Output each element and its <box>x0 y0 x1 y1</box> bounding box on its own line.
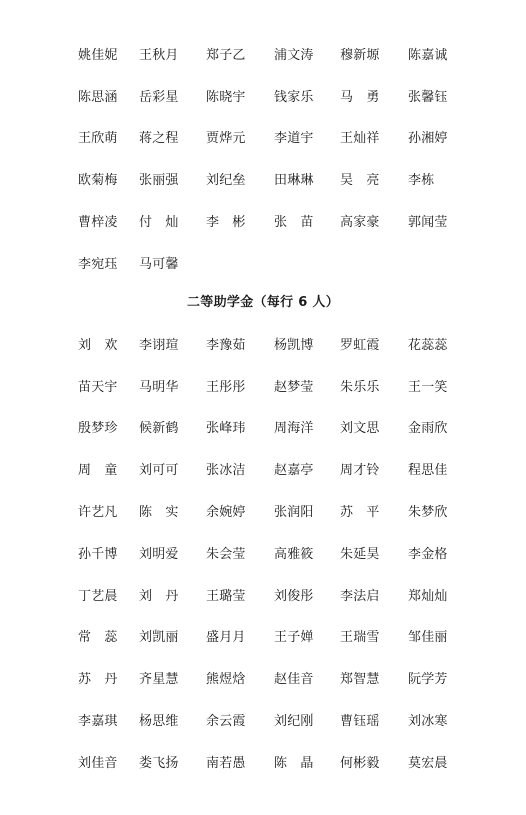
name-entry: 蒋之程 <box>139 131 179 147</box>
name-entry: 孙千博 <box>78 546 118 562</box>
name-entry: 马明华 <box>139 379 179 395</box>
name-entry: 王灿祥 <box>340 131 380 147</box>
name-entry: 莫宏晨 <box>408 755 448 771</box>
name-entry: 李 彬 <box>206 215 246 231</box>
name-entry: 赵佳音 <box>274 672 314 688</box>
name-entry: 李栋 <box>408 173 435 189</box>
name-entry: 穆新塬 <box>340 47 380 63</box>
name-entry: 刘佳音 <box>78 755 118 771</box>
name-entry: 高雅筱 <box>274 546 314 562</box>
name-entry: 殷梦珍 <box>78 421 118 437</box>
name-entry: 王瑞雪 <box>340 630 380 646</box>
name-entry: 吴 亮 <box>340 173 380 189</box>
name-entry: 姚佳妮 <box>78 47 118 63</box>
name-entry: 李金格 <box>408 546 448 562</box>
name-entry: 罗虹霞 <box>340 337 380 353</box>
name-entry: 曹钰瑶 <box>340 714 380 730</box>
name-entry: 杨凯博 <box>274 337 314 353</box>
name-entry: 候新鹤 <box>139 421 179 437</box>
name-entry: 苗天宇 <box>78 379 118 395</box>
name-entry: 刘冰寒 <box>408 714 448 730</box>
name-entry: 李诩瑄 <box>139 337 179 353</box>
name-entry: 贾烨元 <box>206 131 246 147</box>
name-entry: 许艺凡 <box>78 505 118 521</box>
name-entry: 周海洋 <box>274 421 314 437</box>
name-entry: 马可馨 <box>139 256 179 272</box>
name-entry: 张丽强 <box>139 173 179 189</box>
name-entry: 常 蕊 <box>78 630 118 646</box>
name-entry: 赵嘉亭 <box>274 463 314 479</box>
name-entry: 陈 实 <box>139 505 179 521</box>
name-entry: 花蕊蕊 <box>408 337 448 353</box>
name-entry: 郑子乙 <box>206 47 246 63</box>
name-entry: 李豫茹 <box>206 337 246 353</box>
name-entry: 孙湘婷 <box>408 131 448 147</box>
name-entry: 郭闻莹 <box>408 215 448 231</box>
name-entry: 周才铃 <box>340 463 380 479</box>
name-entry: 齐星慧 <box>139 672 179 688</box>
name-entry: 阮学芳 <box>408 672 448 688</box>
name-entry: 李法启 <box>340 588 380 604</box>
name-entry: 王一笑 <box>408 379 448 395</box>
name-entry: 程思佳 <box>408 463 448 479</box>
name-entry: 欧菊梅 <box>78 173 118 189</box>
name-entry: 刘纪刚 <box>274 714 314 730</box>
name-entry: 王璐莹 <box>206 588 246 604</box>
name-entry: 张峰玮 <box>206 421 246 437</box>
name-entry: 田琳琳 <box>274 173 314 189</box>
name-entry: 郑智慧 <box>340 672 380 688</box>
name-entry: 朱梦欣 <box>408 505 448 521</box>
name-entry: 朱会莹 <box>206 546 246 562</box>
name-entry: 何彬毅 <box>340 755 380 771</box>
name-entry: 盛月月 <box>206 630 246 646</box>
name-entry: 朱乐乐 <box>340 379 380 395</box>
name-entry: 李宛珏 <box>78 256 118 272</box>
name-entry: 钱家乐 <box>274 89 314 105</box>
name-entry: 刘俊彤 <box>274 588 314 604</box>
name-entry: 张馨钰 <box>408 89 448 105</box>
name-list-continued <box>78 35 458 286</box>
name-entry: 邹佳丽 <box>408 630 448 646</box>
name-entry: 陈晓宇 <box>206 89 246 105</box>
name-entry: 付 灿 <box>139 215 179 231</box>
name-entry: 余云霞 <box>206 714 246 730</box>
name-entry: 张冰洁 <box>206 463 246 479</box>
name-entry: 王秋月 <box>139 47 179 63</box>
name-entry: 南若愚 <box>206 755 246 771</box>
name-entry: 陈 晶 <box>274 755 314 771</box>
name-entry: 金雨欣 <box>408 421 448 437</box>
name-entry: 王欣萌 <box>78 131 118 147</box>
name-entry: 余婉婷 <box>206 505 246 521</box>
name-entry: 马 勇 <box>340 89 380 105</box>
name-entry: 张润阳 <box>274 505 314 521</box>
name-entry: 娄飞扬 <box>139 755 179 771</box>
name-list-second-class <box>78 325 458 785</box>
name-entry: 刘 丹 <box>139 588 179 604</box>
name-entry: 王彤彤 <box>206 379 246 395</box>
name-entry: 刘可可 <box>139 463 179 479</box>
name-entry: 刘 欢 <box>78 337 118 353</box>
name-entry: 李嘉琪 <box>78 714 118 730</box>
name-entry: 刘凯丽 <box>139 630 179 646</box>
name-entry: 岳彩星 <box>139 89 179 105</box>
name-entry: 赵梦莹 <box>274 379 314 395</box>
name-entry: 苏 平 <box>340 505 380 521</box>
name-entry: 苏 丹 <box>78 672 118 688</box>
name-entry: 熊煜焓 <box>206 672 246 688</box>
name-entry: 周 童 <box>78 463 118 479</box>
name-entry: 高家豪 <box>340 215 380 231</box>
name-entry: 郑灿灿 <box>408 588 448 604</box>
name-entry: 李道宇 <box>274 131 314 147</box>
name-entry: 曹梓凌 <box>78 215 118 231</box>
name-entry: 张 苗 <box>274 215 314 231</box>
name-entry: 刘明爱 <box>139 546 179 562</box>
name-entry: 陈思涵 <box>78 89 118 105</box>
name-entry: 杨思维 <box>139 714 179 730</box>
name-entry: 王子婵 <box>274 630 314 646</box>
name-entry: 丁艺晨 <box>78 588 118 604</box>
name-entry: 刘纪垒 <box>206 173 246 189</box>
name-entry: 朱延昊 <box>340 546 380 562</box>
name-entry: 陈嘉诚 <box>408 47 448 63</box>
section-heading-second-class: 二等助学金（每行 6 人） <box>187 295 339 310</box>
name-entry: 浦文涛 <box>274 47 314 63</box>
name-entry: 刘文思 <box>340 421 380 437</box>
